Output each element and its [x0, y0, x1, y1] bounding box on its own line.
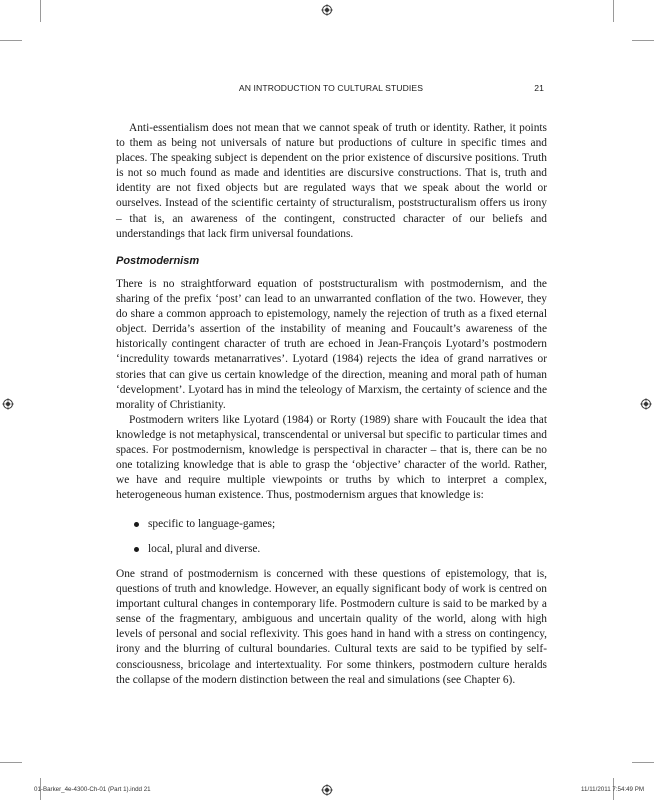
- crop-mark: [0, 40, 22, 41]
- body-text-block: [116, 567, 547, 688]
- list-item: [134, 542, 544, 567]
- crop-mark: [40, 0, 41, 22]
- list-item: [134, 517, 544, 542]
- list-item-text: local, plural and diverse.: [148, 543, 261, 555]
- paragraph: Postmodern writers like Lyotard (1984) or Rorty (1989) share with Foucault the idea that knowledge is not metaphysical, transcendental or universal but specific to particular times and spaces. For postmodernism, knowledge is perspectival in character – that is, there can be no one totalizing knowledge that is able to grasp the ‘objective’ character of the world. Rather, we have and require multiple viewpoints or truths by which to interpret a complex, heterogeneous human existence. Thus, postmodernism argues that knowledge is:: [116, 413, 547, 502]
- slug-file-info: 01-Barker_4e-4300-Ch-01 (Part 1).indd 21: [34, 786, 151, 793]
- registration-mark-icon: [321, 4, 333, 16]
- crop-mark: [0, 762, 22, 763]
- section-heading: Postmodernism: [116, 255, 200, 267]
- body-text-block: [116, 121, 547, 242]
- paragraph: There is no straightforward equation of poststructuralism with postmodernism, and the sharing of the prefix ‘post’ can lead to an unwarranted conflation of the two. However, they do share a common approach to epistemology, namely the rejection of truth as a fixed eternal object. Derrida’s assertion of the instability of meaning and Foucault’s awareness of the historically contingent character of truth are echoed in Jean-François Lyotard’s postmodern ‘incredulity towards metanarratives’. Lyotard (1984) rejects the idea of grand narratives or stories that can give us certain knowledge of the direction, meaning and moral path of human ‘development’. Lyotard has in mind the teleology of Marxism, the certainty of science and the morality of Christianity.: [116, 278, 547, 411]
- running-title: AN INTRODUCTION TO CULTURAL STUDIES: [238, 83, 424, 93]
- crop-mark: [632, 762, 654, 763]
- paragraph: One strand of postmodernism is concerned with these questions of epistemology, that is, questions of truth and knowledge. However, an equally significant body of work is centred on important cultural changes in contemporary life. Postmodern culture is said to be marked by a sense of the fragmentary, ambiguous and uncertain quality of the world, along with high levels of personal and social reflexivity. This goes hand in hand with a stress on contingency, irony and the blurring of cultural boundaries. Cultural texts are said to be typified by self-consciousness, bricolage and intertextuality. For some thinkers, postmodern culture heralds the collapse of the modern distinction between the real and simulations (see Chapter 6).: [116, 568, 547, 686]
- body-text-block: [116, 277, 547, 503]
- bullet-list: [134, 517, 544, 567]
- registration-mark-icon: [321, 784, 333, 796]
- slug-date: 11/11/2011 7:54:49 PM: [581, 786, 644, 793]
- page-number: 21: [534, 83, 544, 93]
- list-item-text: specific to language-games;: [148, 518, 276, 530]
- registration-mark-icon: [640, 398, 652, 410]
- registration-mark-icon: [2, 398, 14, 410]
- running-header: [116, 82, 546, 96]
- bullet-icon: [134, 547, 139, 552]
- paragraph: Anti-essentialism does not mean that we cannot speak of truth or identity. Rather, it points to them as being not universals of nature but productions of culture in specific times and places. The speaking subject is dependent on the prior existence of discursive positions. Truth is not so much found as made and identities are discursive constructions. That is, truth and identity are not fixed objects but are regulated ways that we speak about the world or ourselves. Instead of the scientific certainty of structuralism, poststructuralism offers us irony – that is, an awareness of the contingent, constructed character of our beliefs and understandings that lack firm universal foundations.: [116, 122, 547, 240]
- crop-mark: [632, 40, 654, 41]
- crop-mark: [613, 0, 614, 22]
- bullet-icon: [134, 522, 139, 527]
